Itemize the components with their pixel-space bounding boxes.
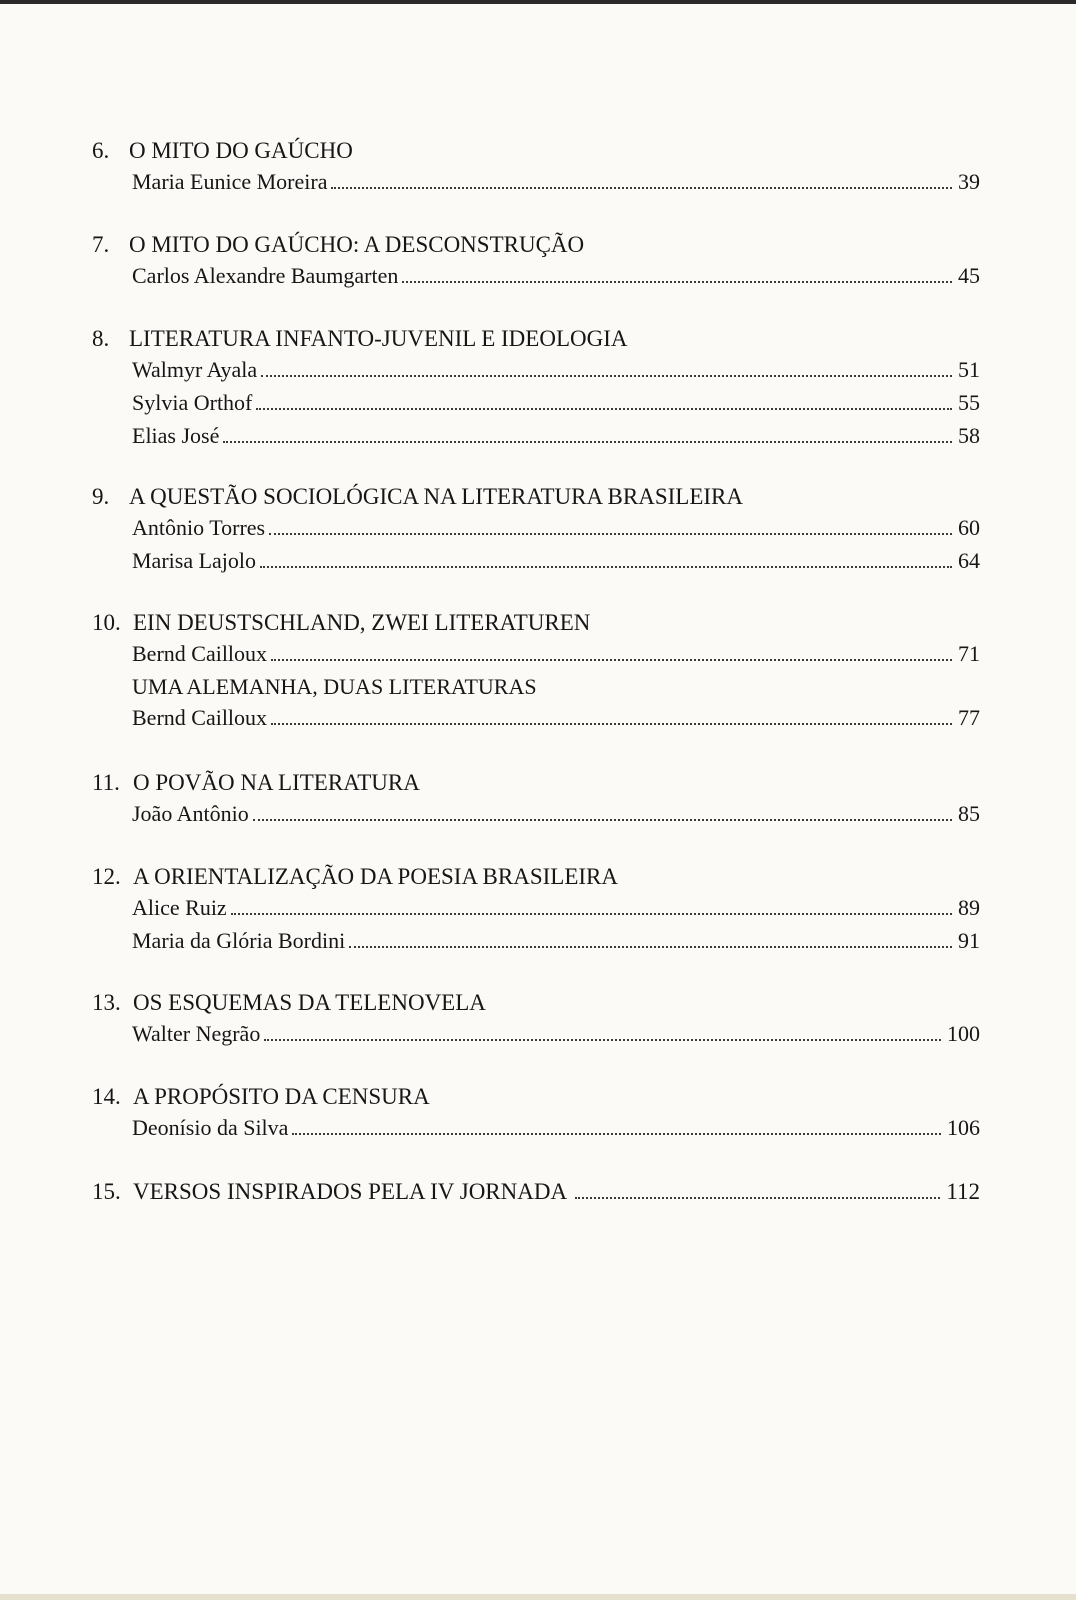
dot-leader <box>264 1039 941 1041</box>
section-number: 10. <box>92 610 121 635</box>
toc-entry <box>92 1176 980 1208</box>
dot-leader <box>331 187 952 189</box>
section-title: LITERATURA INFANTO-JUVENIL E IDEOLOGIA <box>129 326 628 351</box>
entry-author: Marisa Lajolo <box>132 548 257 573</box>
section-number: 8. <box>92 326 110 351</box>
entry-page-number: 91 <box>958 928 980 953</box>
entry-page-number: 51 <box>958 357 980 382</box>
dot-leader <box>271 723 952 725</box>
toc-entry <box>132 798 980 830</box>
entry-page-number: 106 <box>947 1115 980 1140</box>
entry-page-number: 39 <box>958 169 980 194</box>
dot-leader <box>256 408 952 410</box>
dot-leader <box>269 533 952 535</box>
section-title: EIN DEUSTSCHLAND, ZWEI LITERATUREN <box>133 610 591 635</box>
toc-entry <box>132 166 980 198</box>
entry-author: Walter Negrão <box>132 1021 261 1046</box>
toc-entry <box>132 512 980 544</box>
entry-page-number: 85 <box>958 801 980 826</box>
toc-entry <box>132 925 980 957</box>
section-heading <box>92 136 353 166</box>
entry-author: Walmyr Ayala <box>132 357 258 382</box>
section-heading <box>92 482 743 512</box>
section-number: 15. <box>92 1179 121 1204</box>
section-number: 9. <box>92 484 110 509</box>
section-heading <box>92 324 627 354</box>
toc-entry <box>132 354 980 386</box>
section-title: VERSOS INSPIRADOS PELA IV JORNADA <box>133 1179 568 1204</box>
entry-author: Deonísio da Silva <box>132 1115 289 1140</box>
toc-entry <box>132 1112 980 1144</box>
entry-author: Antônio Torres <box>132 515 266 540</box>
section-number: 14. <box>92 1084 121 1109</box>
dot-leader <box>261 375 952 377</box>
entry-author: Maria Eunice Moreira <box>132 169 328 194</box>
section-heading <box>92 768 420 798</box>
entry-page-number: 100 <box>947 1021 980 1046</box>
scan-bottom-edge <box>0 1594 1076 1600</box>
entry-author: Bernd Cailloux <box>132 705 268 730</box>
dot-leader <box>260 566 952 568</box>
entry-author: João Antônio <box>132 801 249 826</box>
entry-page-number: 64 <box>958 548 980 573</box>
toc-entry <box>132 420 980 452</box>
toc-entry <box>132 892 980 924</box>
entry-page-number: 60 <box>958 515 980 540</box>
section-subtitle: UMA ALEMANHA, DUAS LITERATURAS <box>132 674 537 699</box>
section-number: 11. <box>92 770 120 795</box>
section-title: A ORIENTALIZAÇÃO DA POESIA BRASILEIRA <box>133 864 618 889</box>
dot-leader <box>271 659 952 661</box>
section-title: O POVÃO NA LITERATURA <box>133 770 420 795</box>
entry-author: Sylvia Orthof <box>132 390 253 415</box>
dot-leader <box>292 1133 941 1135</box>
entry-page-number: 45 <box>958 263 980 288</box>
entry-page-number: 112 <box>946 1179 980 1204</box>
dot-leader <box>575 1197 940 1199</box>
entry-page-number: 89 <box>958 895 980 920</box>
entry-page-number: 55 <box>958 390 980 415</box>
dot-leader <box>223 441 952 443</box>
section-title: A QUESTÃO SOCIOLÓGICA NA LITERATURA BRASILEIRA <box>129 484 743 509</box>
section-heading <box>92 608 590 638</box>
section-title: A PROPÓSITO DA CENSURA <box>133 1084 430 1109</box>
section-heading <box>92 1082 430 1112</box>
dot-leader <box>402 281 952 283</box>
entry-page-number: 77 <box>958 705 980 730</box>
section-heading <box>92 230 584 260</box>
toc-entry <box>132 545 980 577</box>
section-number: 7. <box>92 232 110 257</box>
section-title: O MITO DO GAÚCHO: A DESCONSTRUÇÃO <box>129 232 585 257</box>
section-heading <box>92 862 618 892</box>
entry-author: Bernd Cailloux <box>132 641 268 666</box>
entry-page-number: 58 <box>958 423 980 448</box>
section-title: O MITO DO GAÚCHO <box>129 138 353 163</box>
entry-page-number: 71 <box>958 641 980 666</box>
toc-entry <box>132 1018 980 1050</box>
entry-author: Carlos Alexandre Baumgarten <box>132 263 399 288</box>
section-number: 6. <box>92 138 110 163</box>
entry-author: Alice Ruiz <box>132 895 227 920</box>
toc-entry <box>132 260 980 292</box>
dot-leader <box>349 946 952 948</box>
toc-entry <box>132 638 980 670</box>
dot-leader <box>231 913 952 915</box>
entry-author: Maria da Glória Bordini <box>132 928 346 953</box>
section-title: OS ESQUEMAS DA TELENOVELA <box>133 990 486 1015</box>
dot-leader <box>253 819 952 821</box>
entry-author: Elias José <box>132 423 220 448</box>
section-number: 12. <box>92 864 121 889</box>
toc-entry <box>132 387 980 419</box>
toc-entry <box>132 702 980 734</box>
section-heading <box>92 988 486 1018</box>
section-number: 13. <box>92 990 121 1015</box>
